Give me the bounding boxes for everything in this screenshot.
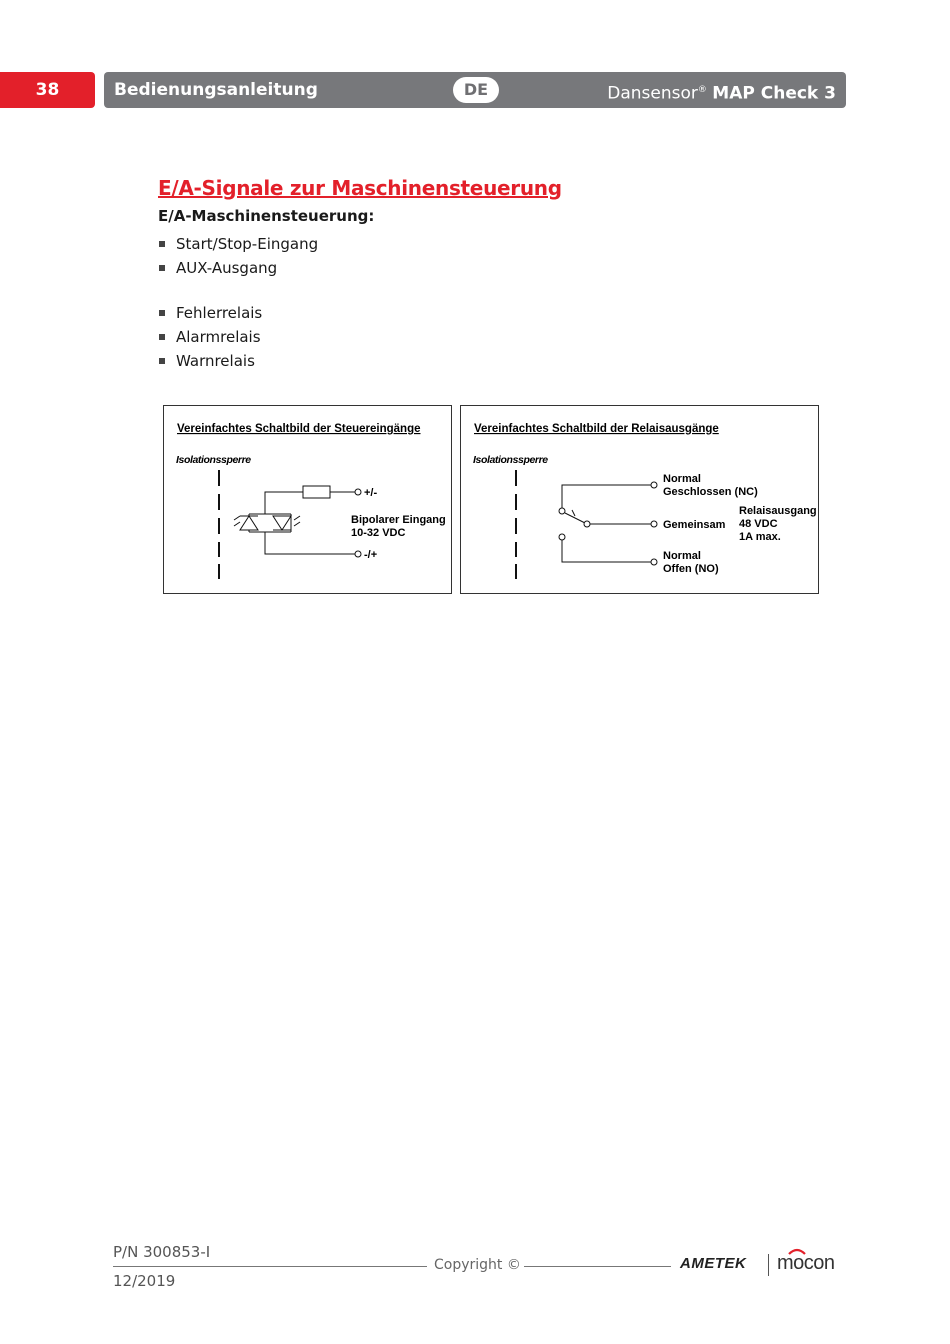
led-diode-icon <box>234 516 300 530</box>
list-item-text: Alarmrelais <box>176 328 261 346</box>
footer-divider <box>524 1266 671 1267</box>
list-item-text: Start/Stop-Eingang <box>176 235 319 253</box>
section-subheading: E/A-Maschinensteuerung: <box>158 207 375 225</box>
input-circuit <box>249 486 361 557</box>
list-item <box>158 232 318 256</box>
bullet-square-icon <box>159 265 165 271</box>
diagram-title: Vereinfachtes Schaltbild der Steuereingänge <box>177 423 421 435</box>
bullet-square-icon <box>159 241 165 247</box>
list-item <box>158 349 262 373</box>
isolation-label: Isolationssperre <box>176 454 251 466</box>
list-item <box>158 256 318 280</box>
input-list <box>158 232 318 280</box>
relay-outputs-diagram <box>460 405 819 594</box>
list-item-text: Fehlerrelais <box>176 304 263 322</box>
section-title: E/A-Signale zur Maschinensteuerung <box>158 176 562 200</box>
no-label-detail: Offen (NO) <box>663 563 719 575</box>
control-inputs-diagram <box>163 405 452 594</box>
nc-label: Normal <box>663 473 701 485</box>
no-label: Normal <box>663 550 701 562</box>
relay-switch-circuit <box>559 482 657 565</box>
footer-divider <box>113 1266 427 1267</box>
relay-rating-voltage: 48 VDC <box>739 518 778 530</box>
list-item-text: Warnrelais <box>176 352 255 370</box>
page-number: 38 <box>0 72 95 108</box>
relay-list <box>158 301 262 373</box>
list-item <box>158 301 262 325</box>
terminal-negative-label: -/+ <box>364 549 378 561</box>
diagram-title: Vereinfachtes Schaltbild der Relaisausgänge <box>474 423 719 435</box>
part-number: P/N 300853-I <box>113 1243 211 1261</box>
ametek-logo: AMETEK <box>680 1255 747 1272</box>
brand-name: Dansensor <box>607 83 698 104</box>
relay-rating-current: 1A max. <box>739 531 781 543</box>
logo-divider <box>768 1254 769 1276</box>
input-description: Bipolarer Eingang <box>351 514 446 526</box>
isolation-label: Isolationssperre <box>473 454 548 466</box>
common-label: Gemeinsam <box>663 519 726 531</box>
copyright-notice: Copyright © <box>434 1257 521 1273</box>
bullet-square-icon <box>159 310 165 316</box>
product-name <box>607 72 836 108</box>
list-item-text: AUX-Ausgang <box>176 259 278 277</box>
bullet-square-icon <box>159 334 165 340</box>
registered-mark: ® <box>697 85 707 95</box>
input-voltage-range: 10-32 VDC <box>351 527 406 539</box>
publication-date: 12/2019 <box>113 1272 176 1290</box>
model-name: MAP Check 3 <box>712 83 836 104</box>
language-badge: DE <box>453 77 499 103</box>
relay-rating-title: Relaisausgang <box>739 505 817 517</box>
list-item <box>158 325 262 349</box>
mocon-logo: mocon <box>777 1252 835 1274</box>
bullet-square-icon <box>159 358 165 364</box>
document-type: Bedienungsanleitung <box>114 80 318 100</box>
terminal-positive-label: +/- <box>364 487 378 499</box>
header-bar <box>104 72 846 108</box>
nc-label-detail: Geschlossen (NC) <box>663 486 758 498</box>
